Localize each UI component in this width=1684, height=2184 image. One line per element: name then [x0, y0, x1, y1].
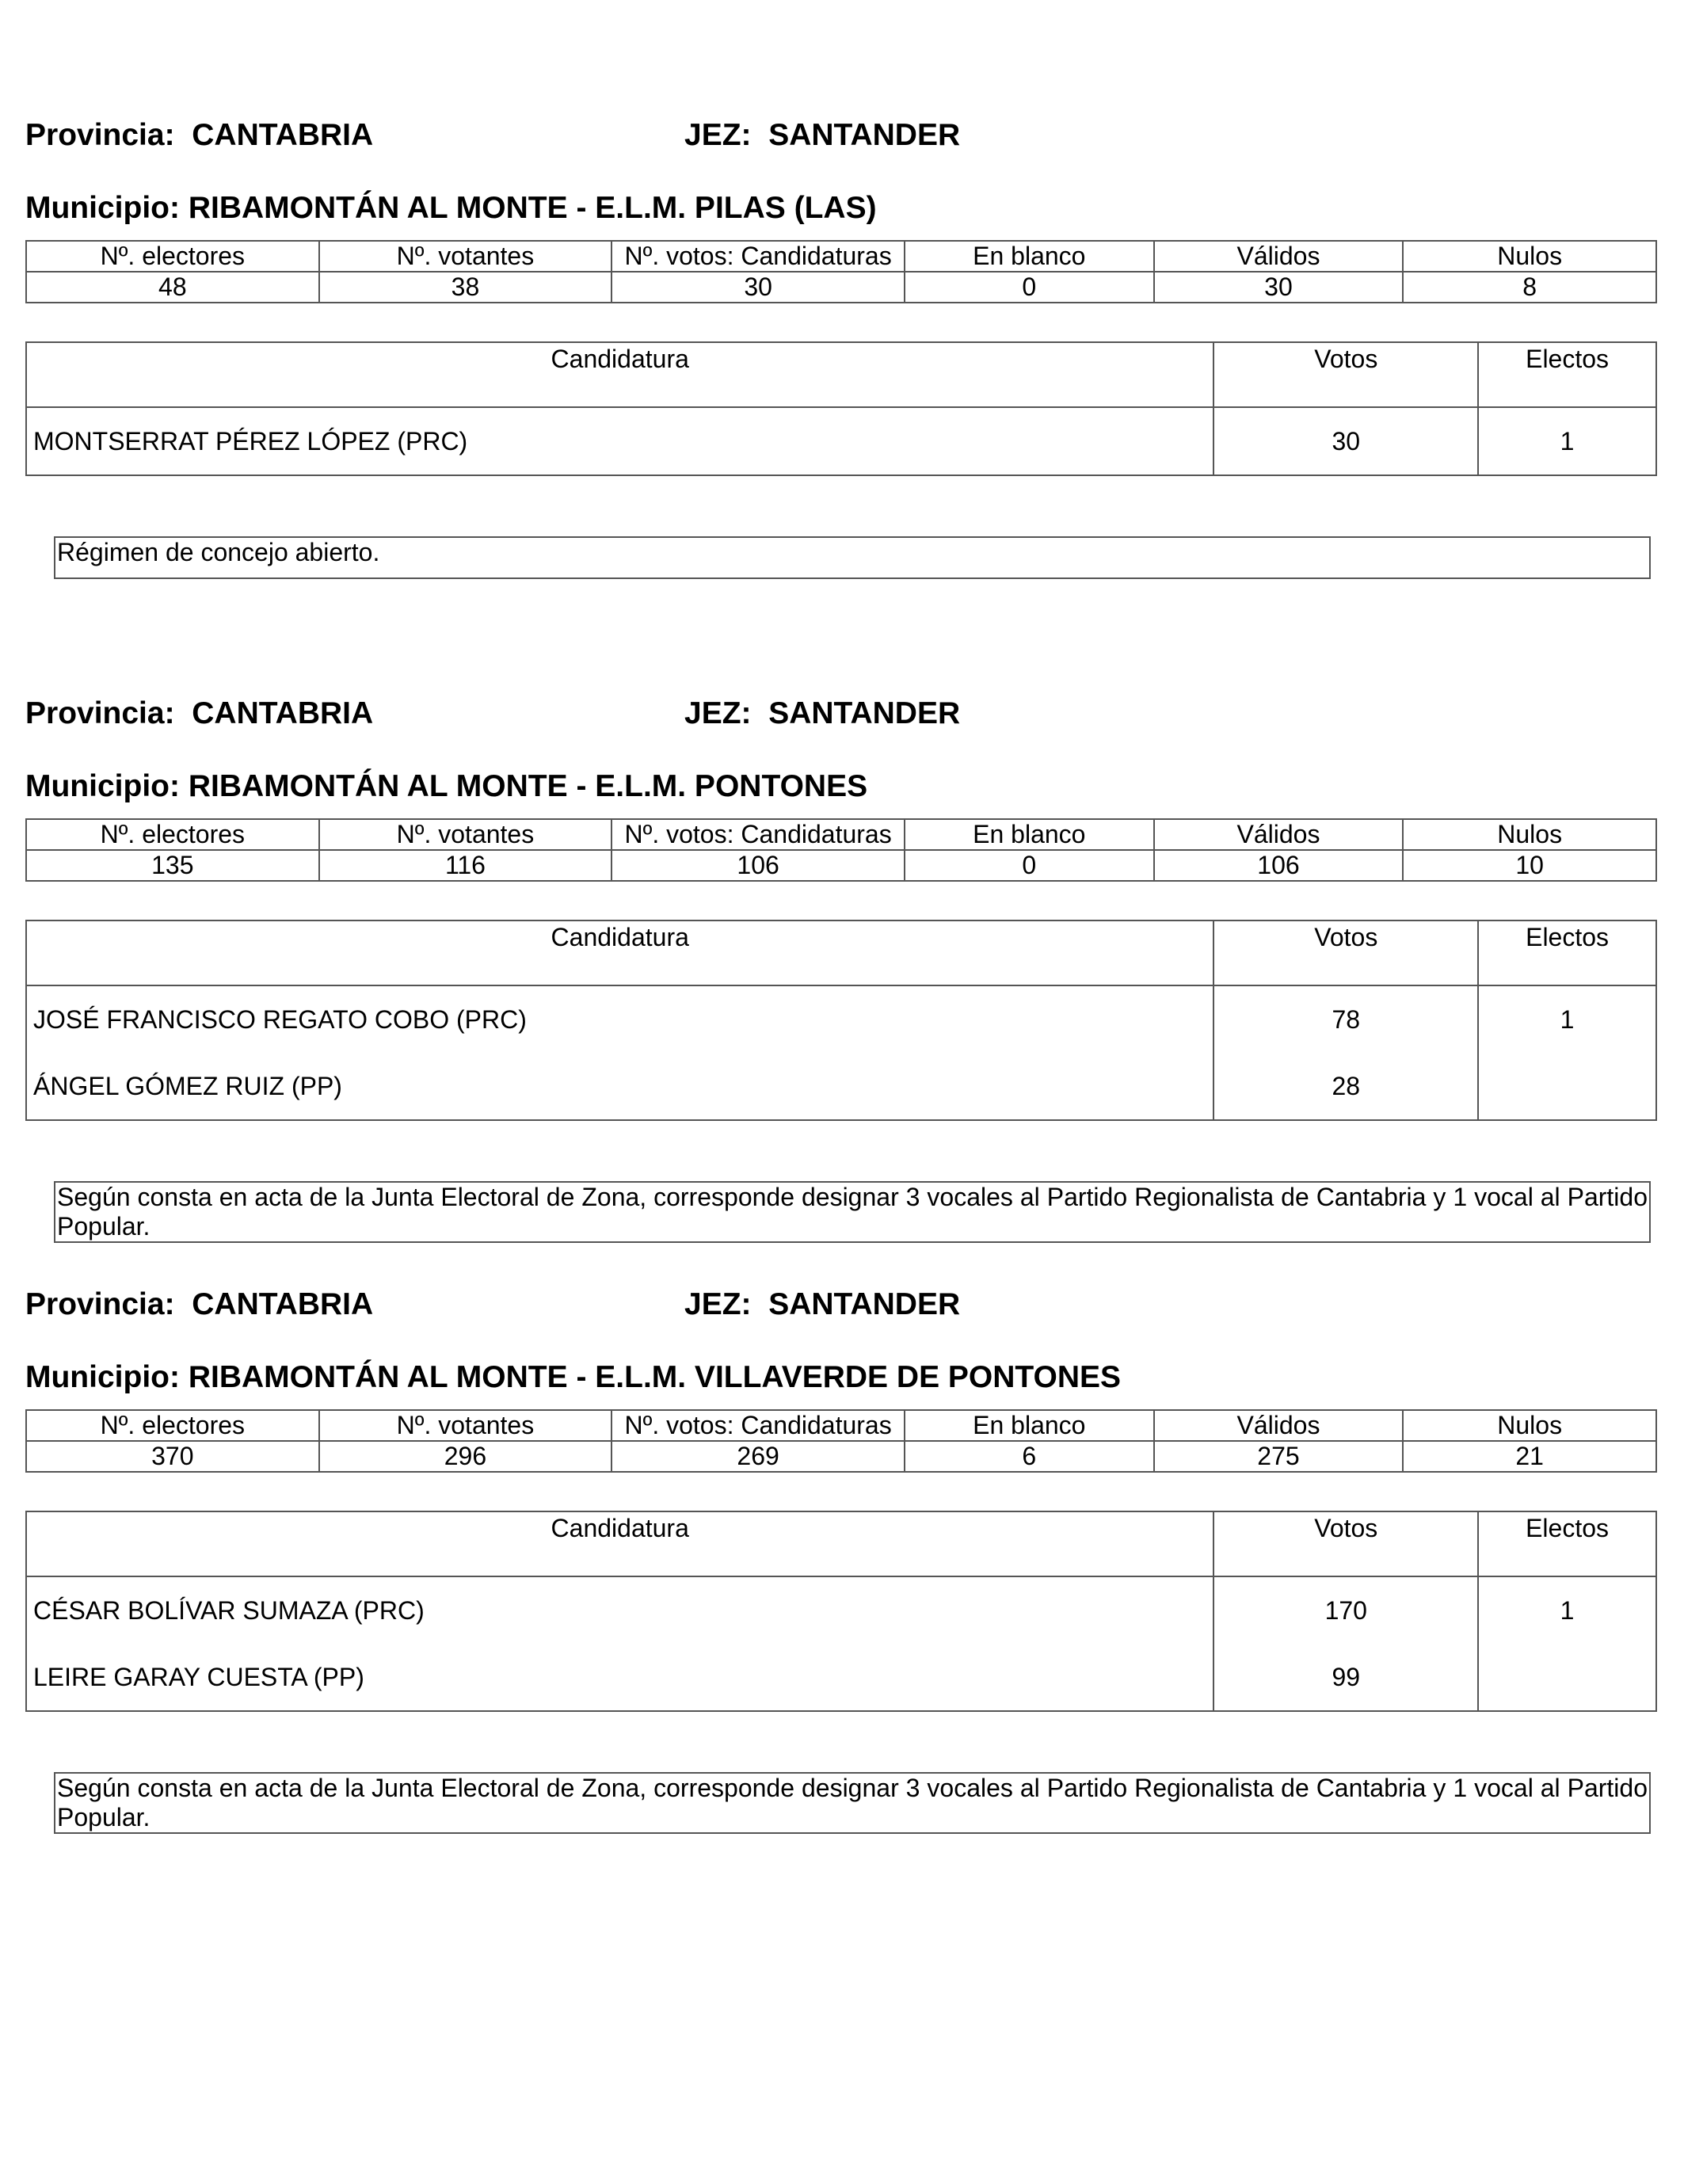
value-votantes: 116	[319, 850, 612, 881]
header-votos: Votos	[1213, 1511, 1478, 1576]
candidaturas-table	[25, 341, 1657, 476]
municipio-label: Municipio:	[25, 191, 180, 225]
jez-label: JEZ:	[684, 118, 752, 152]
header-electores: Nº. electores	[26, 1410, 319, 1441]
candidate-name: ÁNGEL GÓMEZ RUIZ (PP)	[26, 1053, 1213, 1120]
header-electores: Nº. electores	[26, 819, 319, 850]
stats-header-row	[26, 1410, 1656, 1441]
municipio-value: RIBAMONTÁN AL MONTE - E.L.M. PONTONES	[188, 769, 868, 803]
jez-group	[684, 1285, 960, 1325]
header-electores: Nº. electores	[26, 241, 319, 272]
candidate-votes: 30	[1213, 407, 1478, 475]
municipio-line	[25, 767, 867, 806]
candidaturas-table	[25, 1511, 1657, 1712]
candidate-row	[26, 985, 1656, 1053]
stats-table	[25, 1409, 1657, 1473]
header-votos: Votos	[1213, 342, 1478, 407]
municipio-label: Municipio:	[25, 1360, 180, 1394]
nota-box: Según consta en acta de la Junta Electoral de Zona, corresponde designar 3 vocales al Partido Regionalista de Cantabria y 1 vocal al Partido Popular.	[54, 1772, 1651, 1834]
header-candidatura: Candidatura	[26, 1511, 1213, 1576]
candidate-name: MONTSERRAT PÉREZ LÓPEZ (PRC)	[26, 407, 1213, 475]
value-electores: 370	[26, 1441, 319, 1472]
candidaturas-header-row	[26, 920, 1656, 985]
header-candidatura: Candidatura	[26, 920, 1213, 985]
jez-value: SANTANDER	[768, 118, 961, 152]
value-nulos: 21	[1403, 1441, 1656, 1472]
jez-label: JEZ:	[684, 696, 752, 730]
candidate-elected	[1478, 1053, 1656, 1120]
candidate-votes: 170	[1213, 1576, 1478, 1644]
candidate-elected	[1478, 1644, 1656, 1711]
value-nulos: 8	[1403, 272, 1656, 303]
value-nulos: 10	[1403, 850, 1656, 881]
jez-value: SANTANDER	[768, 1287, 961, 1321]
value-votantes: 296	[319, 1441, 612, 1472]
value-en-blanco: 0	[905, 272, 1154, 303]
nota-box: Según consta en acta de la Junta Electoral de Zona, corresponde designar 3 vocales al Partido Regionalista de Cantabria y 1 vocal al Partido Popular.	[54, 1181, 1651, 1243]
provincia-value: CANTABRIA	[192, 1287, 374, 1321]
value-validos: 106	[1154, 850, 1404, 881]
municipio-line	[25, 1358, 1121, 1397]
section-pontones	[0, 694, 1684, 1280]
value-votos-candidaturas: 106	[611, 850, 905, 881]
value-votos-candidaturas: 269	[611, 1441, 905, 1472]
header-nulos: Nulos	[1403, 1410, 1656, 1441]
header-votos: Votos	[1213, 920, 1478, 985]
stats-value-row	[26, 272, 1656, 303]
stats-table	[25, 240, 1657, 303]
header-nulos: Nulos	[1403, 241, 1656, 272]
header-en-blanco: En blanco	[905, 1410, 1154, 1441]
candidate-votes: 99	[1213, 1644, 1478, 1711]
header-votantes: Nº. votantes	[319, 1410, 612, 1441]
stats-header-row	[26, 241, 1656, 272]
municipio-line	[25, 189, 877, 228]
header-votos-candidaturas: Nº. votos: Candidaturas	[611, 819, 905, 850]
header-votos-candidaturas: Nº. votos: Candidaturas	[611, 241, 905, 272]
value-en-blanco: 0	[905, 850, 1154, 881]
candidate-row	[26, 1576, 1656, 1644]
section-pilas	[0, 116, 1684, 702]
candidate-name: LEIRE GARAY CUESTA (PP)	[26, 1644, 1213, 1711]
provincia-label: Provincia:	[25, 1287, 175, 1321]
provincia-value: CANTABRIA	[192, 696, 374, 730]
provincia-line	[25, 1285, 1657, 1325]
provincia-line	[25, 694, 1657, 734]
header-validos: Válidos	[1154, 1410, 1404, 1441]
jez-group	[684, 116, 960, 155]
municipio-label: Municipio:	[25, 769, 180, 803]
candidate-votes: 78	[1213, 985, 1478, 1053]
header-validos: Válidos	[1154, 241, 1404, 272]
municipio-value: RIBAMONTÁN AL MONTE - E.L.M. PILAS (LAS)	[188, 191, 877, 225]
header-candidatura: Candidatura	[26, 342, 1213, 407]
value-electores: 48	[26, 272, 319, 303]
stats-value-row	[26, 850, 1656, 881]
header-votos-candidaturas: Nº. votos: Candidaturas	[611, 1410, 905, 1441]
candidate-row	[26, 1053, 1656, 1120]
candidaturas-table	[25, 920, 1657, 1121]
stats-value-row	[26, 1441, 1656, 1472]
candidate-elected: 1	[1478, 985, 1656, 1053]
header-electos: Electos	[1478, 920, 1656, 985]
provincia-label: Provincia:	[25, 696, 175, 730]
candidaturas-header-row	[26, 1511, 1656, 1576]
header-en-blanco: En blanco	[905, 241, 1154, 272]
candidaturas-header-row	[26, 342, 1656, 407]
nota-box: Régimen de concejo abierto.	[54, 536, 1651, 579]
header-en-blanco: En blanco	[905, 819, 1154, 850]
candidate-name: JOSÉ FRANCISCO REGATO COBO (PRC)	[26, 985, 1213, 1053]
candidate-row	[26, 1644, 1656, 1711]
jez-value: SANTANDER	[768, 696, 961, 730]
provincia-label: Provincia:	[25, 118, 175, 152]
value-votantes: 38	[319, 272, 612, 303]
header-nulos: Nulos	[1403, 819, 1656, 850]
value-electores: 135	[26, 850, 319, 881]
header-validos: Válidos	[1154, 819, 1404, 850]
stats-table	[25, 818, 1657, 882]
value-validos: 275	[1154, 1441, 1404, 1472]
candidate-elected: 1	[1478, 1576, 1656, 1644]
candidate-row	[26, 407, 1656, 475]
jez-label: JEZ:	[684, 1287, 752, 1321]
section-villaverde-de-pontones	[0, 1285, 1684, 1871]
value-validos: 30	[1154, 272, 1404, 303]
value-en-blanco: 6	[905, 1441, 1154, 1472]
jez-group	[684, 694, 960, 734]
stats-header-row	[26, 819, 1656, 850]
header-electos: Electos	[1478, 342, 1656, 407]
municipio-value: RIBAMONTÁN AL MONTE - E.L.M. VILLAVERDE DE PONTONES	[188, 1360, 1122, 1394]
value-votos-candidaturas: 30	[611, 272, 905, 303]
candidate-name: CÉSAR BOLÍVAR SUMAZA (PRC)	[26, 1576, 1213, 1644]
header-votantes: Nº. votantes	[319, 819, 612, 850]
header-votantes: Nº. votantes	[319, 241, 612, 272]
provincia-value: CANTABRIA	[192, 118, 374, 152]
candidate-elected: 1	[1478, 407, 1656, 475]
header-electos: Electos	[1478, 1511, 1656, 1576]
candidate-votes: 28	[1213, 1053, 1478, 1120]
provincia-line	[25, 116, 1657, 155]
